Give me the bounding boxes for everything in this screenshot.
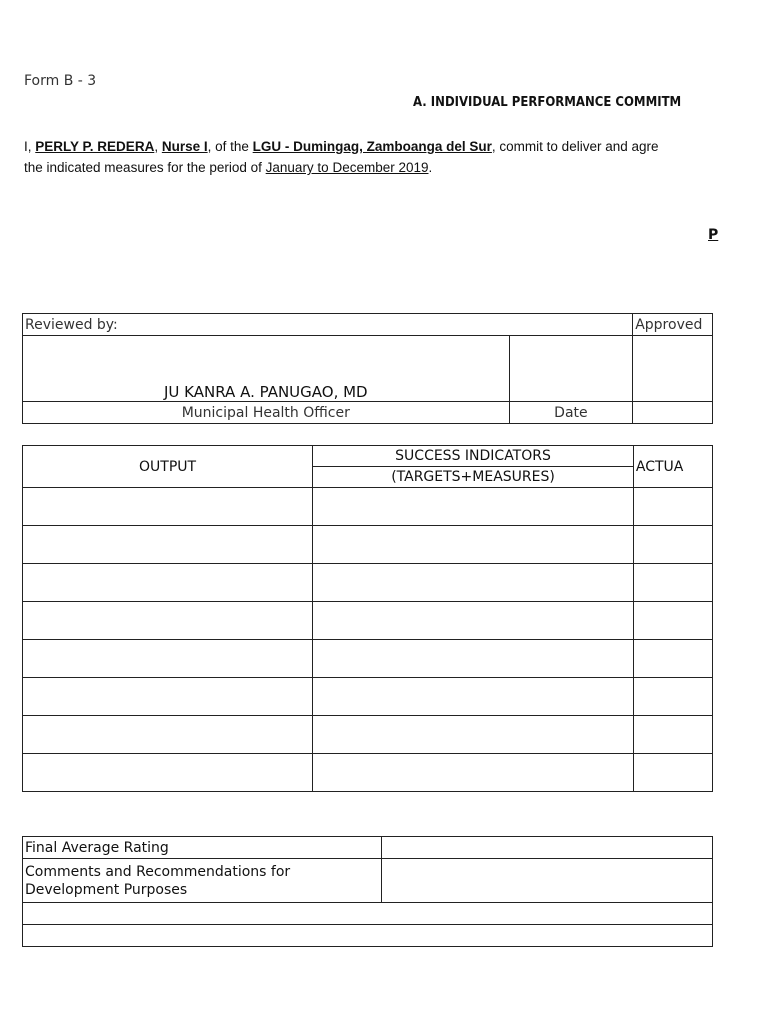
table-cell[interactable] xyxy=(633,602,712,640)
table-cell[interactable] xyxy=(633,488,712,526)
success-indicators-subheader: (TARGETS+MEASURES) xyxy=(313,467,634,488)
table-row xyxy=(23,564,713,602)
commitment-line2-suffix: . xyxy=(428,160,433,175)
table-cell[interactable] xyxy=(633,564,712,602)
table-row xyxy=(23,678,713,716)
reviewer-name: JU KANRA A. PANUGAO, MD xyxy=(23,336,510,402)
table-cell[interactable] xyxy=(313,602,634,640)
final-average-value-cell[interactable] xyxy=(382,837,713,859)
table-cell[interactable] xyxy=(23,602,313,640)
table-row xyxy=(23,488,713,526)
rating-table xyxy=(22,836,713,947)
employee-name: PERLY P. REDERA xyxy=(35,139,155,154)
reviewer-date-cell[interactable] xyxy=(509,336,633,402)
table-cell[interactable] xyxy=(633,754,712,792)
table-cell[interactable] xyxy=(313,564,634,602)
comments-label-line-1: Comments and Recommendations for xyxy=(25,863,291,880)
table-cell[interactable] xyxy=(23,564,313,602)
table-cell[interactable] xyxy=(313,716,634,754)
date-label: Date xyxy=(509,402,633,424)
table-cell[interactable] xyxy=(633,526,712,564)
table-cell[interactable] xyxy=(313,678,634,716)
rating-period: January to December 2019 xyxy=(265,160,429,175)
success-indicators-header: SUCCESS INDICATORS xyxy=(313,446,634,467)
commitment-line2-prefix: the indicated measures for the period of xyxy=(24,160,266,175)
table-row xyxy=(23,716,713,754)
approver-signature-cell[interactable] xyxy=(633,336,713,402)
table-row xyxy=(23,754,713,792)
commitment-of-the: , of the xyxy=(207,139,253,154)
comments-value-cell[interactable] xyxy=(382,859,713,903)
comments-label xyxy=(23,859,382,903)
review-table xyxy=(22,313,713,424)
commitment-line-2 xyxy=(24,160,432,175)
table-cell[interactable] xyxy=(23,640,313,678)
output-header: OUTPUT xyxy=(23,446,313,488)
table-row xyxy=(23,602,713,640)
reviewed-by-label: Reviewed by: xyxy=(23,314,633,336)
final-average-label: Final Average Rating xyxy=(23,837,382,859)
commitment-rest: , commit to deliver and agre xyxy=(491,139,659,154)
form-code: Form B - 3 xyxy=(24,73,97,89)
table-cell[interactable] xyxy=(23,488,313,526)
commitment-prefix: I, xyxy=(24,139,36,154)
actual-header: ACTUA xyxy=(633,446,712,488)
performance-rows xyxy=(23,488,713,792)
comments-line-2[interactable] xyxy=(23,925,713,947)
table-row xyxy=(23,640,713,678)
table-cell[interactable] xyxy=(313,754,634,792)
reviewer-title: Municipal Health Officer xyxy=(23,402,510,424)
section-letter-p: P xyxy=(708,227,719,243)
table-cell[interactable] xyxy=(23,526,313,564)
table-cell[interactable] xyxy=(23,716,313,754)
table-cell[interactable] xyxy=(313,526,634,564)
table-cell[interactable] xyxy=(633,640,712,678)
performance-table xyxy=(22,445,713,792)
table-cell[interactable] xyxy=(23,678,313,716)
commitment-comma: , xyxy=(154,139,162,154)
table-cell[interactable] xyxy=(633,678,712,716)
employee-position: Nurse I xyxy=(161,139,208,154)
table-cell[interactable] xyxy=(633,716,712,754)
table-cell[interactable] xyxy=(313,640,634,678)
commitment-line-1 xyxy=(24,139,659,154)
comments-label-line-2: Development Purposes xyxy=(25,881,188,898)
table-row xyxy=(23,526,713,564)
table-cell[interactable] xyxy=(313,488,634,526)
page-title: A. INDIVIDUAL PERFORMANCE COMMITM xyxy=(413,95,682,110)
approved-by-label: Approved xyxy=(633,314,713,336)
employee-office: LGU - Dumingag, Zamboanga del Sur xyxy=(252,139,492,154)
approver-title-cell[interactable] xyxy=(633,402,713,424)
comments-line-1[interactable] xyxy=(23,903,713,925)
table-cell[interactable] xyxy=(23,754,313,792)
